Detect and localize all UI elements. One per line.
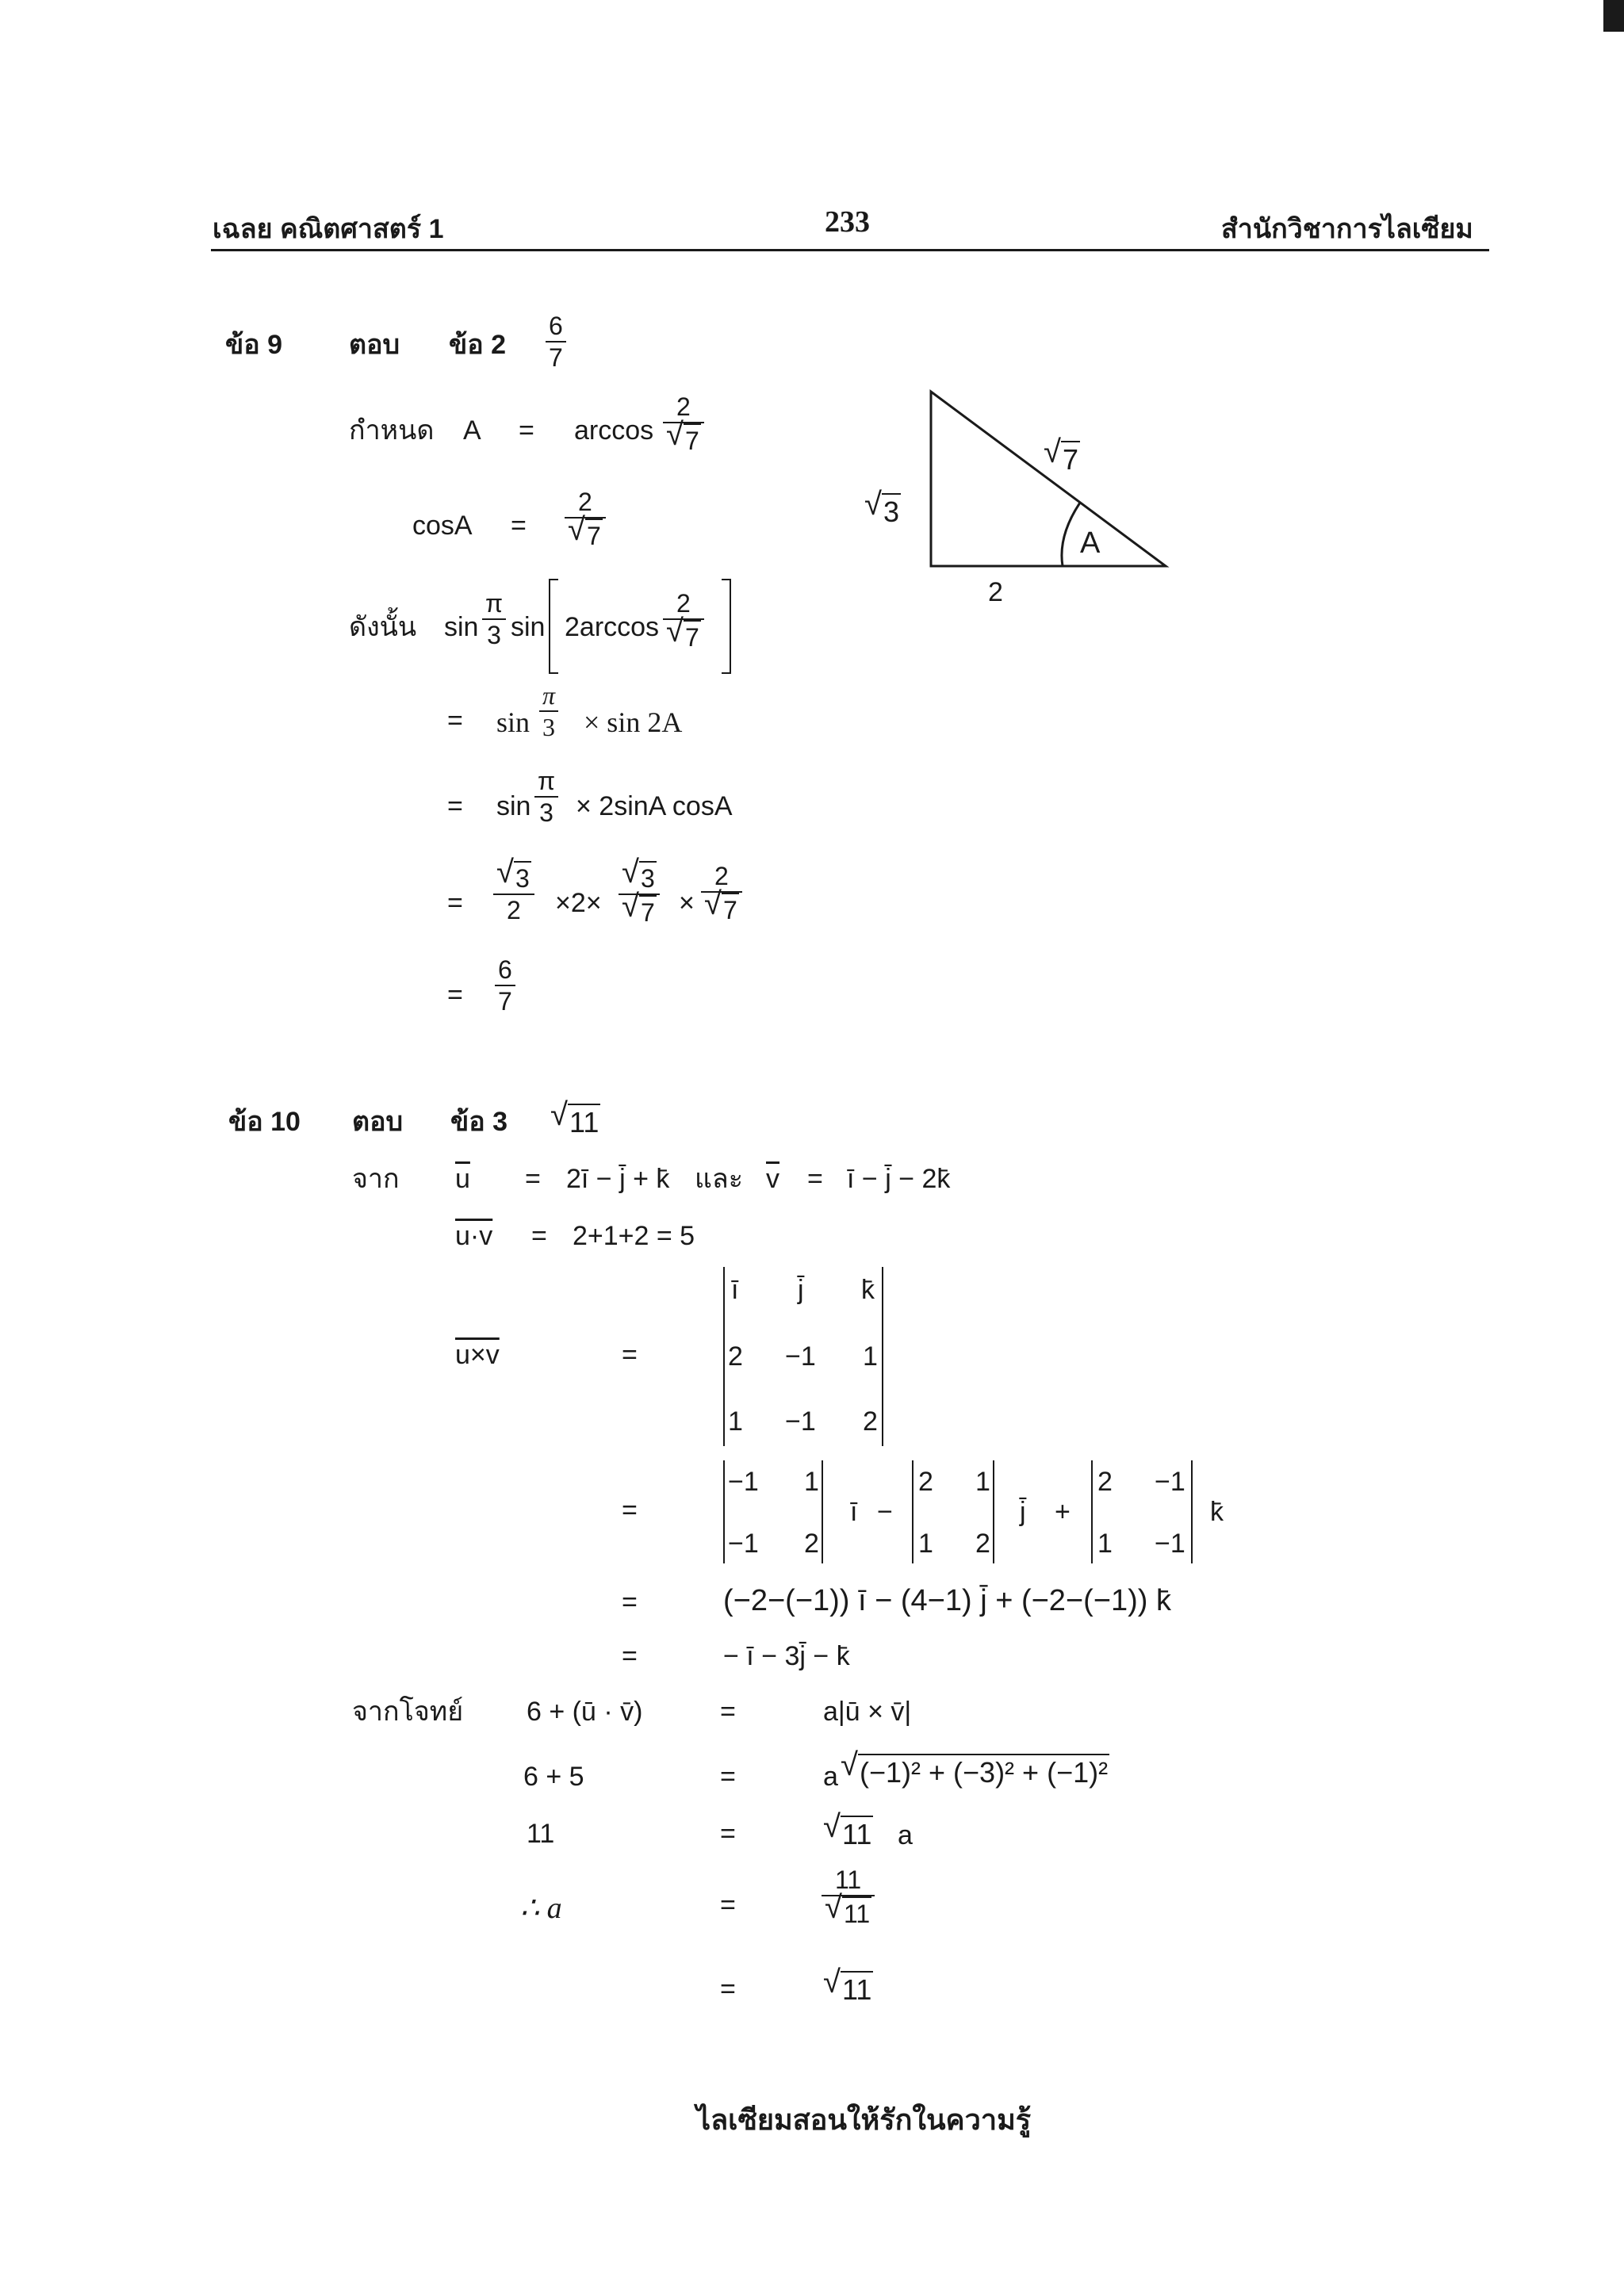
- minor-j-right-bar: [993, 1460, 994, 1563]
- minor-j-vec: j̄: [1020, 1497, 1026, 1527]
- header-left: เฉลย คณิตศาสตร์ 1: [213, 214, 444, 244]
- q10-eq-dot: =: [531, 1221, 547, 1251]
- q9-fraction-2-sqrt7-b: 2 √ 7: [565, 487, 606, 551]
- q10-rhs2-a: a: [823, 1762, 838, 1792]
- det-r1c1: ī: [731, 1275, 739, 1305]
- minor-i-r2c2: 2: [804, 1529, 819, 1559]
- q10-final-radical: √ 11: [823, 1965, 872, 2006]
- det-r3c1: 1: [728, 1406, 743, 1437]
- q10-rhs1: a|ū × v̄|: [823, 1697, 912, 1727]
- det-r1c2: j̄: [798, 1275, 804, 1305]
- header-rule: [211, 249, 1489, 251]
- det-r2c3: 1: [863, 1341, 878, 1372]
- q10-lhs3: 11: [527, 1819, 555, 1849]
- q10-answer-sqrt: √ 11: [550, 1097, 599, 1138]
- q9-arccos: arccos: [574, 415, 654, 446]
- q10-dot-label: u·v: [455, 1221, 493, 1251]
- q10-cross-result: − ī − 3j̄ − k̄: [723, 1641, 850, 1671]
- q10-frac-11-sqrt11: 11 √ 11: [822, 1865, 875, 1929]
- q9-left-bracket: [549, 579, 558, 674]
- det-r3c3: 2: [863, 1406, 878, 1437]
- det-r2c1: 2: [728, 1341, 743, 1372]
- q9-frac-sqrt3-sqrt7: √ 3 √ 7: [619, 861, 660, 928]
- q10-cross-label: u×v: [455, 1340, 500, 1370]
- q9-eq-3: =: [447, 706, 463, 736]
- q10-lhs2: 6 + 5: [523, 1762, 584, 1792]
- minor-i-right-bar: [822, 1460, 823, 1563]
- minor-j-r1c2: 1: [975, 1467, 990, 1497]
- q10-dot-value: 2+1+2 = 5: [573, 1221, 695, 1251]
- q10-v-def: ī − j̄ − 2k̄: [847, 1164, 951, 1194]
- q9-sin-4: sin: [496, 791, 531, 821]
- q9-choice: ข้อ 2: [449, 330, 507, 360]
- minor-i-vec: ī: [850, 1497, 858, 1527]
- q10-label: ข้อ 10: [228, 1107, 301, 1137]
- scan-corner-mark: [1603, 0, 1624, 32]
- q9-triangle-diagram: [856, 381, 1189, 610]
- q9-sin-3: sin: [496, 706, 530, 738]
- det-r3c2: −1: [785, 1406, 816, 1437]
- q9-fraction-2-sqrt7-a: 2 √ 7: [663, 392, 704, 456]
- minor-i-r2c1: −1: [728, 1529, 759, 1559]
- triangle-base-label: 2: [988, 577, 1003, 607]
- q10-from-problem-word: จากโจทย์: [352, 1697, 464, 1727]
- q10-rhs3-radical: √ 11: [823, 1809, 872, 1850]
- header-right: สำนักวิชาการไลเซียม: [1221, 214, 1473, 244]
- minor-k-r1c1: 2: [1097, 1467, 1113, 1497]
- minor-k-vec: k̄: [1210, 1497, 1224, 1527]
- triangle-angle-label: A: [1080, 526, 1101, 560]
- q9-frac-pi-3-c: $\frac{\pi}{3}$: [534, 766, 558, 828]
- q10-choice: ข้อ 3: [450, 1107, 508, 1137]
- q9-therefore-word: ดังนั้น: [349, 612, 417, 642]
- page-number: 233: [825, 205, 870, 239]
- q10-eq-minors: =: [622, 1495, 638, 1525]
- q10-eq-a: =: [720, 1890, 736, 1920]
- q10-and-word: และ: [695, 1164, 744, 1194]
- q10-u: $\overline{u}$: [455, 1164, 470, 1194]
- q10-rhs3-a: a: [898, 1820, 913, 1850]
- q9-eq-4: =: [447, 791, 463, 821]
- minor-k-right-bar: [1191, 1460, 1193, 1563]
- q9-label: ข้อ 9: [225, 330, 283, 360]
- q9-cosA: cosA: [412, 511, 473, 541]
- triangle-side-label: √ 3: [864, 487, 900, 528]
- minor-minus: −: [877, 1497, 893, 1527]
- q10-from-word: จาก: [352, 1164, 400, 1194]
- q10-eq-expand: =: [622, 1587, 638, 1617]
- q9-final-fraction: $\frac{6}{7}$: [495, 955, 515, 1016]
- q10-therefore-a: ∴ a: [520, 1892, 562, 1925]
- q9-var-A: A: [463, 415, 481, 446]
- q9-frac-pi-3-b: $\frac{\pi}{3}$: [539, 680, 558, 742]
- minor-i-r1c2: 1: [804, 1467, 819, 1497]
- q10-lhs1: 6 + (ū · v̄): [527, 1697, 643, 1727]
- minor-k-left-bar: [1091, 1460, 1093, 1563]
- det-r1c3: k̄: [861, 1275, 875, 1305]
- q9-frac-pi-3-a: $\frac{\pi}{3}$: [482, 588, 506, 650]
- q10-eq-lhs3: =: [720, 1819, 736, 1849]
- q10-eq-lhs2: =: [720, 1762, 736, 1792]
- minor-i-left-bar: [723, 1460, 725, 1563]
- q9-eq-6: =: [447, 980, 463, 1010]
- q10-v: $\overline{v}$: [766, 1164, 779, 1194]
- det-left-bar: [723, 1267, 725, 1446]
- minor-plus: +: [1055, 1497, 1071, 1527]
- q10-rhs2-radical: √ (−1)² + (−3)² + (−1)²: [841, 1747, 1109, 1789]
- q10-expand: (−2−(−1)) ī − (4−1) j̄ + (−2−(−1)) k̄: [723, 1584, 1171, 1617]
- q10-u-def: 2ī − j̄ + k̄: [566, 1164, 670, 1194]
- q9-times-2sinAcosA: × 2sinA cosA: [576, 791, 733, 821]
- q9-2arccos: 2arccos: [565, 612, 660, 642]
- q10-answer-word: ตอบ: [352, 1107, 404, 1137]
- det-r2c2: −1: [785, 1341, 816, 1372]
- q9-sin-1: sin: [444, 612, 479, 642]
- q10-eq-v: =: [807, 1164, 823, 1194]
- q9-answer-word: ตอบ: [349, 330, 400, 360]
- q9-eq-5: =: [447, 888, 463, 918]
- q9-sin-2: sin: [511, 612, 546, 642]
- q10-eq-u: =: [525, 1164, 541, 1194]
- q9-frac-sqrt3-2: √ 3 2: [493, 861, 534, 925]
- triangle-hyp-label: √ 7: [1044, 434, 1079, 476]
- q10-eq-final: =: [720, 1974, 736, 2004]
- q9-fraction-2-sqrt7-c: 2 √ 7: [663, 588, 704, 652]
- q9-define-word: กำหนด: [349, 415, 435, 446]
- minor-i-r1c1: −1: [728, 1467, 759, 1497]
- q9-times: ×: [679, 888, 695, 918]
- q9-frac-2-sqrt7-d: 2 √ 7: [701, 861, 742, 925]
- q9-times-2-times: ×2×: [555, 888, 602, 918]
- det-right-bar: [882, 1267, 883, 1446]
- triangle-outline: [931, 392, 1166, 566]
- minor-j-r2c1: 1: [918, 1529, 933, 1559]
- footer-motto: ไลเซียมสอนให้รักในความรู้: [696, 2103, 1032, 2136]
- q10-eq-lhs1: =: [720, 1697, 736, 1727]
- q9-times-sin2A: × sin 2A: [584, 706, 683, 738]
- q10-eq-cross: =: [622, 1340, 638, 1370]
- minor-k-r1c2: −1: [1155, 1467, 1185, 1497]
- q9-answer-fraction: $\frac{6}{7}$: [546, 311, 566, 373]
- minor-k-r2c1: 1: [1097, 1529, 1113, 1559]
- minor-k-r2c2: −1: [1155, 1529, 1185, 1559]
- minor-j-left-bar: [912, 1460, 914, 1563]
- minor-j-r1c1: 2: [918, 1467, 933, 1497]
- q9-eq-2: =: [511, 511, 527, 541]
- angle-arc: [1062, 503, 1080, 566]
- minor-j-r2c2: 2: [975, 1529, 990, 1559]
- q10-eq-cross-result: =: [622, 1641, 638, 1671]
- q9-eq-1: =: [519, 415, 534, 446]
- q9-right-bracket: [722, 579, 731, 674]
